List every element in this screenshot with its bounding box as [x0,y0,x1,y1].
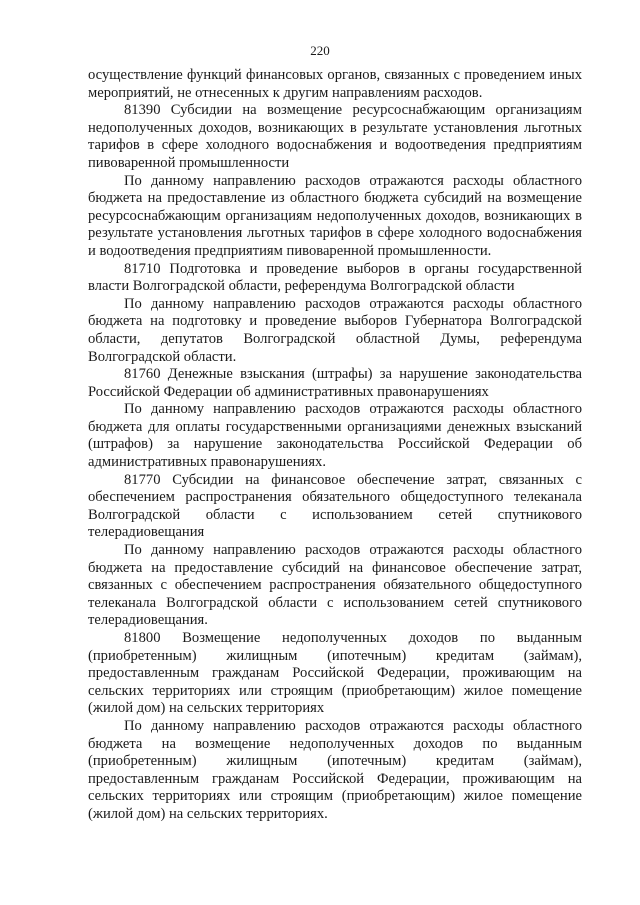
section-heading-81390: 81390 Субсидии на возмещение ресурсоснабжающим организациям недополученных доходов, возникающих в результате установления льготных тарифов в сфере холодного водоснабжения и водоотведения предприятиям пивоваренной промышленности [88,102,582,171]
section-body-81770: По данному направлению расходов отражаются расходы областного бюджета на предоставление субсидий на финансовое обеспечение затрат, связанных с обеспечением распространения обязательного общедоступного телеканала Волгоградской области с использованием сетей спутникового телерадиовещания. [88,542,582,629]
document-body [88,67,582,824]
continuation-paragraph: осуществление функций финансовых органов, связанных с проведением иных мероприятий, не отнесенных к другим направлениям расходов. [88,67,582,101]
page-number: 220 [310,43,330,58]
section-heading-81710: 81710 Подготовка и проведение выборов в органы государственной власти Волгоградской области, референдума Волгоградской области [88,260,582,295]
section-heading-81770: 81770 Субсидии на финансовое обеспечение затрат, связанных с обеспечением распространения обязательного общедоступного телеканала Волгоградской области с использованием сетей спутникового телерадиовещания [88,471,582,541]
section-heading-81800: 81800 Возмещение недополученных доходов по выданным (приобретенным) жилищным (ипотечным) кредитам (займам), предоставленным гражданам Российской Федерации, проживающим на сельских территориях или строящим (приобретающим) жилое помещение (жилой дом) на сельских территориях [88,630,582,717]
section-body-81800: По данному направлению расходов отражаются расходы областного бюджета на возмещение недополученных доходов по выданным (приобретенным) жилищным (ипотечным) кредитам (займам), предоставленным гражданам Российской Федерации, проживающим на сельских территориях или строящим (приобретающим) жилое помещение (жилой дом) на сельских территориях. [88,717,582,822]
section-body-81710: По данному направлению расходов отражаются расходы областного бюджета на подготовку и проведение выборов Губернатора Волгоградской области, депутатов Волгоградской областной Думы, референдума Волгоградской области. [88,295,582,365]
section-body-81390: По данному направлению расходов отражаются расходы областного бюджета на предоставление из областного бюджета субсидий на возмещение ресурсоснабжающим организациям недополученных доходов, возникающих в результате установления льготных тарифов в сфере холодного водоснабжения и водоотведения предприятиям пивоваренной промышленности. [88,172,582,259]
section-heading-81760: 81760 Денежные взыскания (штрафы) за нарушение законодательства Российской Федерации об административных правонарушениях [88,366,582,400]
section-body-81760: По данному направлению расходов отражаются расходы областного бюджета для оплаты государственными организациями денежных взысканий (штрафов) за нарушение законодательства Российской Федерации об административных правонарушениях. [88,401,582,471]
